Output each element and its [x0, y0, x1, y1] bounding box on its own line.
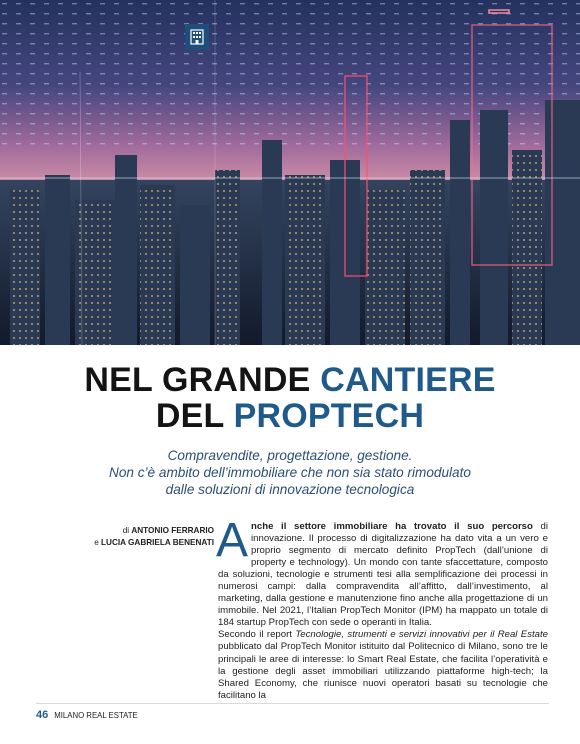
title-line-1 — [0, 362, 580, 398]
byline-line-1 — [36, 525, 214, 537]
paragraph-2-rest: pubblicato dal PropTech Monitor istituito dal Politecnico di Milano, sono tre le principali le aree di interesse: lo Smart Real Estate, che facilita l’operatività e la gestione degli asset immobiliari utilizzando piattaforme high-tech; la Shared Economy, che riunisce nuovi operatori basati su tecnologie che facilitano la — [218, 641, 548, 701]
paragraph-2 — [218, 629, 548, 701]
lead-text: nche il settore immobiliare ha trovato il suo percorso — [251, 521, 533, 532]
drop-cap: A — [216, 514, 249, 567]
title-text-black-1: NEL GRANDE — [84, 361, 321, 399]
building-icon — [190, 29, 204, 45]
author-2: LUCIA GABRIELA BENENATI — [101, 538, 214, 547]
paragraph-1 — [216, 514, 548, 629]
byline-line-2 — [36, 537, 214, 549]
report-title: Tecnologie, strumenti e servizi innovativi per il Real Estate — [295, 629, 548, 641]
publication-name: MILANO REAL ESTATE — [54, 710, 138, 720]
city-skyline-illustration — [0, 0, 580, 345]
page-number: 46 — [36, 709, 49, 721]
author-1: ANTONIO FERRARIO — [131, 526, 214, 535]
byline-prefix-2: e — [94, 538, 102, 547]
building-icon-badge — [185, 24, 209, 50]
paragraph-1-text: di innovazione. Il processo di digitalizzazione ha dato vita a un vero e proprio segmento di mercato definito PropTech (dall’unione di property e technology). Un mondo con tante sfaccettature, composto da soluzioni, tecnologie e strumenti tesi alla semplificazione dei processi in numerosi campi: dalla compravendita all’affitto, dall’investimento, al marketing, dalla gestione e manutenzione fino anche alla progettazione di un immobile. Nel 2021, l’Italian PropTech Monitor (IPM) ha mappato un totale di 184 startup PropTech con sede o operanti in Italia. — [218, 521, 548, 629]
page-footer — [36, 709, 138, 721]
hero-image — [0, 0, 580, 345]
title-line-2 — [0, 398, 580, 434]
byline-prefix-1: di — [122, 526, 132, 535]
title-text-blue-2: PROPTECH — [233, 397, 425, 435]
article-title — [0, 362, 580, 434]
title-text-black-2: DEL — [155, 397, 234, 435]
title-text-blue-1: CANTIERE — [320, 361, 496, 399]
article-subtitle — [40, 447, 540, 498]
paragraph-2-start: Secondo il report — [218, 629, 296, 641]
subtitle-line-1: Compravendite, progettazione, gestione. — [167, 448, 413, 463]
footer-rule — [36, 703, 549, 704]
article-body — [216, 514, 548, 702]
subtitle-line-3: dalle soluzioni di innovazione tecnologica — [165, 482, 415, 497]
subtitle-line-2: Non c’è ambito dell’immobiliare che non sia stato rimodulato — [109, 465, 471, 480]
byline — [36, 525, 214, 549]
